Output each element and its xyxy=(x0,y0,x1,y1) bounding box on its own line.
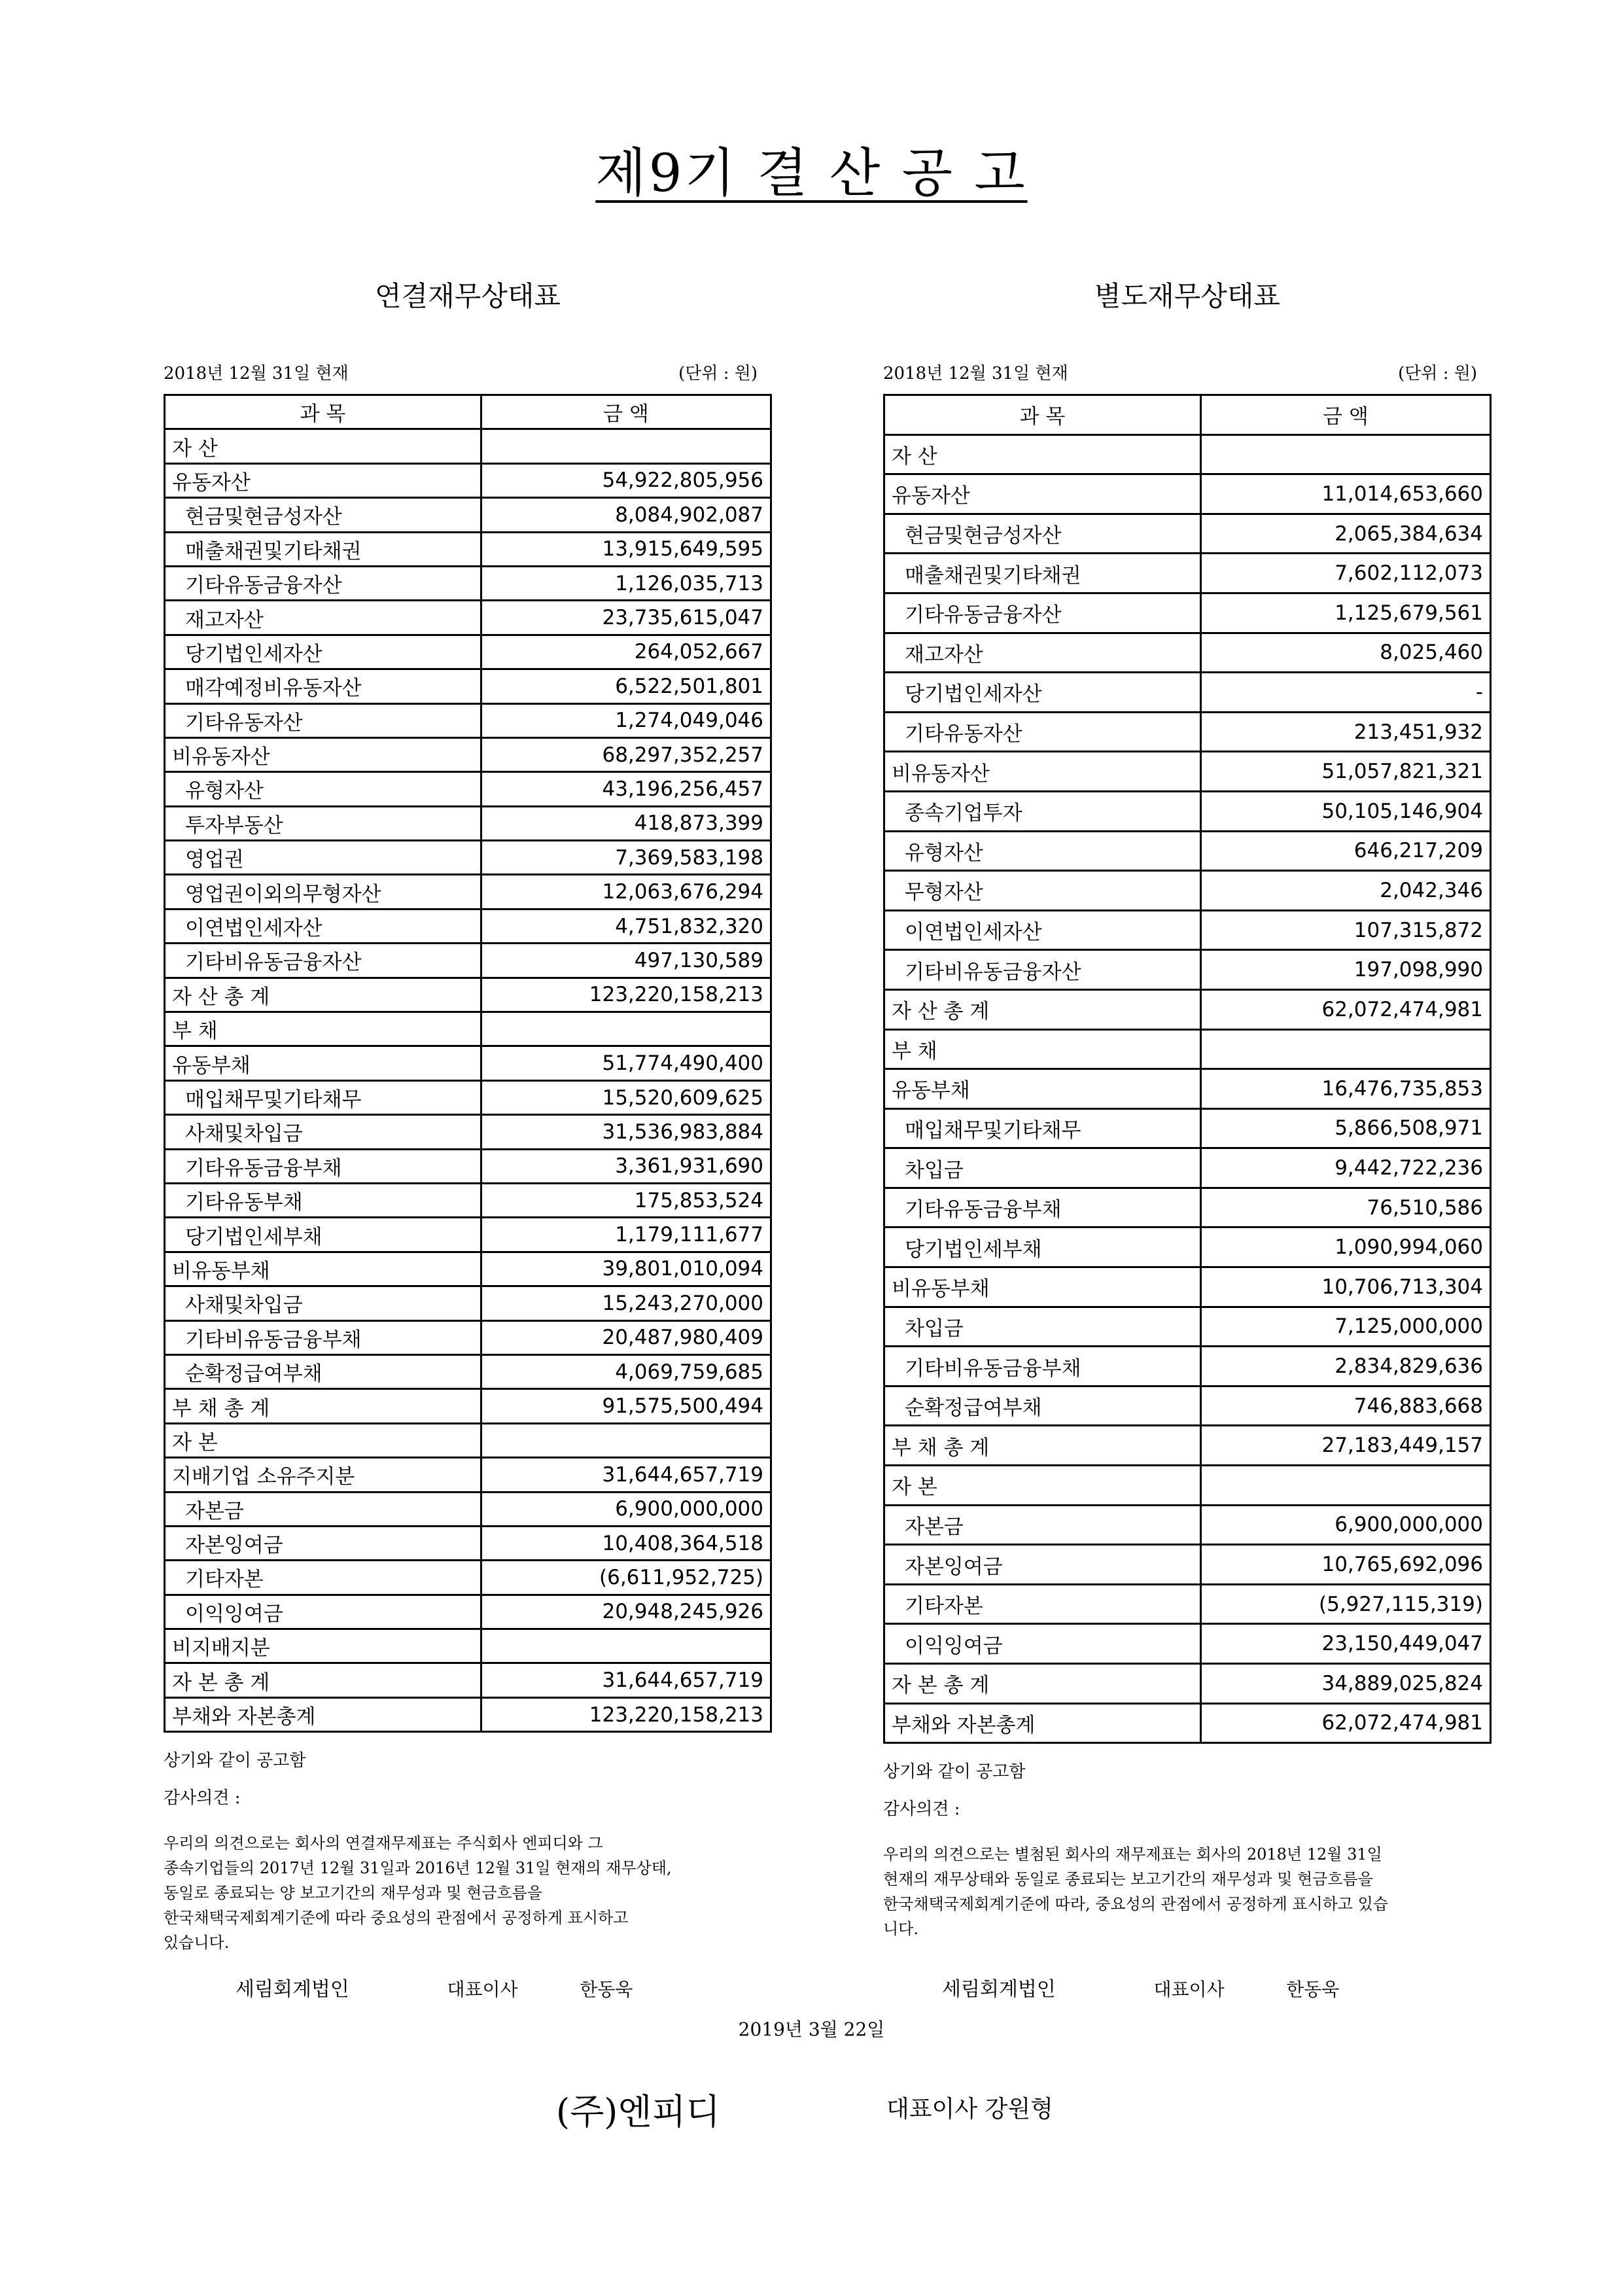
table-row xyxy=(165,1423,771,1457)
table-row xyxy=(165,978,771,1012)
account-amount: 197,098,990 xyxy=(1201,950,1491,990)
account-amount: 50,105,146,904 xyxy=(1201,791,1491,831)
table-row xyxy=(165,841,771,875)
table-row xyxy=(165,1252,771,1286)
table-row xyxy=(884,989,1491,1029)
account-name: 자 본 총 계 xyxy=(165,1663,481,1697)
account-name: 자 산 총 계 xyxy=(165,978,481,1012)
account-amount: 62,072,474,981 xyxy=(1201,1703,1491,1743)
account-name: 부 채 총 계 xyxy=(884,1426,1201,1466)
account-amount: 23,150,449,047 xyxy=(1201,1624,1491,1664)
column-header-amount: 금 액 xyxy=(1201,395,1491,435)
table-row xyxy=(165,1389,771,1423)
account-name: 무형자산 xyxy=(884,871,1201,911)
account-amount: 6,900,000,000 xyxy=(1201,1505,1491,1545)
auditor-rep-name: 한동욱 xyxy=(1286,1979,1340,2000)
opinion-line: 우리의 의견으로는 회사의 연결재무제표는 주식회사 엔피디와 그 xyxy=(164,1834,603,1853)
table-row xyxy=(884,1347,1491,1386)
account-amount: (5,927,115,319) xyxy=(1201,1584,1491,1624)
account-name: 기타유동금융부채 xyxy=(884,1188,1201,1227)
account-name: 비유동자산 xyxy=(884,752,1201,792)
table-row xyxy=(165,532,771,566)
account-name: 매출채권및기타채권 xyxy=(884,554,1201,593)
account-amount: 123,220,158,213 xyxy=(481,978,771,1012)
table-row xyxy=(165,566,771,600)
table-row xyxy=(884,1188,1491,1227)
table-row xyxy=(884,871,1491,911)
account-name: 기타자본 xyxy=(165,1561,481,1595)
account-name: 기타비유동금융자산 xyxy=(165,944,481,978)
account-amount xyxy=(481,429,771,463)
account-amount: 8,025,460 xyxy=(1201,633,1491,673)
table-row xyxy=(884,673,1491,713)
column-header-item: 과 목 xyxy=(165,395,481,429)
account-amount: 2,065,384,634 xyxy=(1201,514,1491,554)
account-name: 기타유동부채 xyxy=(165,1183,481,1217)
separate-statement xyxy=(883,275,1492,1941)
account-name: 당기법인세자산 xyxy=(884,673,1201,713)
account-amount: 31,644,657,719 xyxy=(481,1458,771,1492)
account-amount: (6,611,952,725) xyxy=(481,1561,771,1595)
consolidated-meta xyxy=(164,360,772,386)
consolidated-statement xyxy=(164,275,772,1955)
account-amount: 10,706,713,304 xyxy=(1201,1267,1491,1307)
table-row xyxy=(165,669,771,703)
table-row xyxy=(165,1663,771,1697)
opinion-line: 한국채택국제회계기준에 따라, 중요성의 관점에서 공정하게 표시하고 있습 xyxy=(883,1895,1389,1914)
account-name: 당기법인세부채 xyxy=(165,1218,481,1252)
table-row xyxy=(884,633,1491,673)
opinion-line: 동일로 종료되는 양 보고기간의 재무성과 및 현금흐름을 xyxy=(164,1884,543,1903)
opinion-line: 한국채택국제회계기준에 따라 중요성의 관점에서 공정하게 표시하고 xyxy=(164,1909,629,1928)
account-amount: 43,196,256,457 xyxy=(481,772,771,806)
account-amount: 16,476,735,853 xyxy=(1201,1069,1491,1109)
account-name: 차입금 xyxy=(884,1307,1201,1347)
table-row xyxy=(165,1458,771,1492)
account-amount xyxy=(481,1423,771,1457)
table-row xyxy=(165,1115,771,1149)
account-amount: 1,125,679,561 xyxy=(1201,593,1491,633)
table-row xyxy=(884,1108,1491,1148)
account-name: 기타자본 xyxy=(884,1584,1201,1624)
table-row xyxy=(165,737,771,771)
account-amount: 15,243,270,000 xyxy=(481,1286,771,1320)
account-amount: 213,451,932 xyxy=(1201,712,1491,752)
account-amount xyxy=(481,1012,771,1046)
consolidated-heading: 연결재무상태표 xyxy=(374,280,561,312)
account-name: 재고자산 xyxy=(884,633,1201,673)
account-amount: 20,487,980,409 xyxy=(481,1320,771,1354)
table-row xyxy=(165,601,771,635)
account-name: 비유동부채 xyxy=(165,1252,481,1286)
account-amount: 4,069,759,685 xyxy=(481,1354,771,1388)
account-amount: 8,084,902,087 xyxy=(481,498,771,532)
account-name: 자 산 xyxy=(884,434,1201,474)
table-row xyxy=(884,1227,1491,1267)
separate-auditor xyxy=(942,1973,1339,2002)
account-name: 기타유동자산 xyxy=(165,703,481,737)
account-amount xyxy=(1201,434,1491,474)
account-name: 사채및차입금 xyxy=(165,1286,481,1320)
account-amount: 20,948,245,926 xyxy=(481,1595,771,1629)
company-ceo: 대표이사 강원형 xyxy=(886,2096,1053,2123)
account-amount: 6,522,501,801 xyxy=(481,669,771,703)
opinion-line: 있습니다. xyxy=(164,1934,230,1952)
account-amount: 39,801,010,094 xyxy=(481,1252,771,1286)
column-header-item: 과 목 xyxy=(884,395,1201,435)
account-name: 이익잉여금 xyxy=(165,1595,481,1629)
table-row xyxy=(165,1080,771,1114)
account-name: 비유동자산 xyxy=(165,737,481,771)
table-row xyxy=(884,1545,1491,1585)
account-name: 자 산 xyxy=(165,429,481,463)
table-row xyxy=(165,429,771,463)
account-name: 비지배지분 xyxy=(165,1629,481,1663)
account-amount: 418,873,399 xyxy=(481,806,771,840)
account-amount: 31,536,983,884 xyxy=(481,1115,771,1149)
account-amount: 34,889,025,824 xyxy=(1201,1664,1491,1704)
table-row xyxy=(165,1526,771,1560)
account-amount xyxy=(1201,1029,1491,1069)
separate-opinion-label: 감사의견 : xyxy=(883,1799,960,1820)
table-row xyxy=(165,1286,771,1320)
table-row xyxy=(884,1148,1491,1188)
table-row xyxy=(165,1561,771,1595)
table-row xyxy=(165,944,771,978)
table-row xyxy=(165,1012,771,1046)
table-row xyxy=(165,498,771,532)
account-name: 기타유동자산 xyxy=(884,712,1201,752)
account-amount: 51,774,490,400 xyxy=(481,1046,771,1080)
account-name: 매입채무및기타채무 xyxy=(165,1080,481,1114)
table-row xyxy=(884,831,1491,871)
account-amount: 9,442,722,236 xyxy=(1201,1148,1491,1188)
account-amount: 76,510,586 xyxy=(1201,1188,1491,1227)
auditor-rep-name: 한동욱 xyxy=(580,1979,633,2000)
table-row xyxy=(884,950,1491,990)
account-amount: 54,922,805,956 xyxy=(481,463,771,497)
account-amount: 10,765,692,096 xyxy=(1201,1545,1491,1585)
account-name: 이연법인세자산 xyxy=(165,909,481,943)
account-name: 재고자산 xyxy=(165,601,481,635)
account-amount: 5,866,508,971 xyxy=(1201,1108,1491,1148)
account-name: 유형자산 xyxy=(165,772,481,806)
account-name: 영업권 xyxy=(165,841,481,875)
account-amount: 7,602,112,073 xyxy=(1201,554,1491,593)
account-name: 자 본 xyxy=(884,1466,1201,1506)
account-name: 기타비유동금융자산 xyxy=(884,950,1201,990)
account-name: 자본금 xyxy=(884,1505,1201,1545)
account-name: 투자부동산 xyxy=(165,806,481,840)
company-name: (주)엔피디 xyxy=(556,2091,720,2132)
table-row xyxy=(884,1505,1491,1545)
account-name: 자본잉여금 xyxy=(884,1545,1201,1585)
table-row xyxy=(884,593,1491,633)
opinion-line: 우리의 의견으로는 별첨된 회사의 재무제표는 회사의 2018년 12월 31일 xyxy=(883,1845,1382,1864)
separate-date: 2018년 12월 31일 현재 xyxy=(883,364,1068,383)
account-amount: 1,090,994,060 xyxy=(1201,1227,1491,1267)
table-row xyxy=(165,703,771,737)
account-amount xyxy=(481,1629,771,1663)
account-name: 부채와 자본총계 xyxy=(884,1703,1201,1743)
account-name: 순확정급여부채 xyxy=(884,1386,1201,1426)
account-name: 자본금 xyxy=(165,1492,481,1526)
account-amount: 1,274,049,046 xyxy=(481,703,771,737)
table-row xyxy=(884,752,1491,792)
table-row xyxy=(884,1664,1491,1704)
account-amount: 264,052,667 xyxy=(481,635,771,669)
table-row xyxy=(884,1703,1491,1743)
account-name: 기타유동금융자산 xyxy=(165,566,481,600)
account-name: 기타비유동금융부채 xyxy=(165,1320,481,1354)
auditor-rep-title: 대표이사 xyxy=(1153,1979,1225,2000)
separate-unit: (단위 : 원) xyxy=(1398,364,1477,383)
account-amount: 123,220,158,213 xyxy=(481,1697,771,1731)
account-amount: 91,575,500,494 xyxy=(481,1389,771,1423)
account-amount: 51,057,821,321 xyxy=(1201,752,1491,792)
table-row xyxy=(165,635,771,669)
separate-meta xyxy=(883,360,1492,386)
table-row xyxy=(884,1386,1491,1426)
account-name: 종속기업투자 xyxy=(884,791,1201,831)
account-name: 지배기업 소유주지분 xyxy=(165,1458,481,1492)
account-name: 이연법인세자산 xyxy=(884,910,1201,950)
account-amount: - xyxy=(1201,673,1491,713)
account-name: 부 채 xyxy=(884,1029,1201,1069)
account-amount: 175,853,524 xyxy=(481,1183,771,1217)
consolidated-date: 2018년 12월 31일 현재 xyxy=(164,364,349,383)
account-name: 부 채 총 계 xyxy=(165,1389,481,1423)
consolidated-unit: (단위 : 원) xyxy=(678,364,758,383)
separate-notice: 상기와 같이 공고함 xyxy=(883,1762,1026,1782)
table-row xyxy=(165,1595,771,1629)
account-name: 영업권이외의무형자산 xyxy=(165,875,481,909)
account-amount: 2,042,346 xyxy=(1201,871,1491,911)
account-amount: 646,217,209 xyxy=(1201,831,1491,871)
account-name: 매출채권및기타채권 xyxy=(165,532,481,566)
account-amount: 62,072,474,981 xyxy=(1201,989,1491,1029)
account-name: 자 산 총 계 xyxy=(884,989,1201,1029)
account-amount: 23,735,615,047 xyxy=(481,601,771,635)
account-name: 당기법인세부채 xyxy=(884,1227,1201,1267)
table-row xyxy=(884,1426,1491,1466)
table-row xyxy=(884,712,1491,752)
account-amount: 10,408,364,518 xyxy=(481,1526,771,1560)
consolidated-table xyxy=(164,394,772,1733)
table-row xyxy=(165,1320,771,1354)
consolidated-notice: 상기와 같이 공고함 xyxy=(164,1751,306,1771)
table-row xyxy=(884,1307,1491,1347)
account-amount: 7,369,583,198 xyxy=(481,841,771,875)
table-row xyxy=(165,1354,771,1388)
account-name: 부 채 xyxy=(165,1012,481,1046)
account-amount: 107,315,872 xyxy=(1201,910,1491,950)
account-name: 매각예정비유동자산 xyxy=(165,669,481,703)
account-name: 유형자산 xyxy=(884,831,1201,871)
account-amount: 4,751,832,320 xyxy=(481,909,771,943)
account-name: 비유동부채 xyxy=(884,1267,1201,1307)
account-name: 유동자산 xyxy=(165,463,481,497)
table-row xyxy=(884,1584,1491,1624)
account-amount: 3,361,931,690 xyxy=(481,1149,771,1183)
opinion-line: 현재의 재무상태와 동일로 종료되는 보고기간의 재무성과 및 현금흐름을 xyxy=(883,1870,1373,1889)
announcement-date: 2019년 3월 22일 xyxy=(738,2019,885,2040)
account-amount xyxy=(1201,1466,1491,1506)
account-name: 자 본 총 계 xyxy=(884,1664,1201,1704)
account-name: 유동부채 xyxy=(165,1046,481,1080)
table-row xyxy=(884,1069,1491,1109)
table-row xyxy=(165,875,771,909)
account-name: 유동자산 xyxy=(884,474,1201,514)
table-row xyxy=(165,1629,771,1663)
account-name: 사채및차입금 xyxy=(165,1115,481,1149)
account-amount: 15,520,609,625 xyxy=(481,1080,771,1114)
table-row xyxy=(884,910,1491,950)
account-name: 자본잉여금 xyxy=(165,1526,481,1560)
account-name: 기타유동금융부채 xyxy=(165,1149,481,1183)
table-row xyxy=(884,1466,1491,1506)
separate-table xyxy=(883,394,1492,1744)
account-name: 매입채무및기타채무 xyxy=(884,1108,1201,1148)
table-row xyxy=(884,791,1491,831)
account-amount: 497,130,589 xyxy=(481,944,771,978)
account-name: 기타비유동금융부채 xyxy=(884,1347,1201,1386)
table-row xyxy=(884,1267,1491,1307)
account-name: 현금및현금성자산 xyxy=(884,514,1201,554)
account-amount: 31,644,657,719 xyxy=(481,1663,771,1697)
auditor-rep-title: 대표이사 xyxy=(447,1979,518,2000)
column-header-amount: 금 액 xyxy=(481,395,771,429)
account-amount: 1,126,035,713 xyxy=(481,566,771,600)
account-amount: 27,183,449,157 xyxy=(1201,1426,1491,1466)
table-row xyxy=(884,554,1491,593)
table-row xyxy=(165,1492,771,1526)
account-name: 부채와 자본총계 xyxy=(165,1697,481,1731)
account-amount: 2,834,829,636 xyxy=(1201,1347,1491,1386)
account-amount: 746,883,668 xyxy=(1201,1386,1491,1426)
consolidated-opinion-label: 감사의견 : xyxy=(164,1788,241,1809)
table-row xyxy=(884,1029,1491,1069)
account-amount: 6,900,000,000 xyxy=(481,1492,771,1526)
opinion-line: 종속기업들의 2017년 12월 31일과 2016년 12월 31일 현재의 재무상태, xyxy=(164,1859,672,1878)
table-row xyxy=(884,474,1491,514)
account-amount: 12,063,676,294 xyxy=(481,875,771,909)
opinion-line: 니다. xyxy=(883,1920,918,1939)
account-name: 당기법인세자산 xyxy=(165,635,481,669)
table-row xyxy=(165,909,771,943)
consolidated-auditor xyxy=(236,1973,633,2002)
separate-opinion xyxy=(883,1842,1485,1941)
account-amount: 13,915,649,595 xyxy=(481,532,771,566)
account-amount: 1,179,111,677 xyxy=(481,1218,771,1252)
account-amount: 11,014,653,660 xyxy=(1201,474,1491,514)
table-row xyxy=(165,1149,771,1183)
table-row xyxy=(165,806,771,840)
account-name: 기타유동금융자산 xyxy=(884,593,1201,633)
table-row xyxy=(884,1624,1491,1664)
table-row xyxy=(165,1697,771,1731)
auditor-firm: 세림회계법인 xyxy=(942,1978,1056,2001)
account-name: 차입금 xyxy=(884,1148,1201,1188)
consolidated-opinion xyxy=(164,1831,765,1955)
account-name: 현금및현금성자산 xyxy=(165,498,481,532)
table-row xyxy=(165,772,771,806)
account-name: 유동부채 xyxy=(884,1069,1201,1109)
table-row xyxy=(165,1218,771,1252)
table-row xyxy=(884,514,1491,554)
table-row xyxy=(165,1183,771,1217)
account-name: 이익잉여금 xyxy=(884,1624,1201,1664)
account-name: 순확정급여부채 xyxy=(165,1354,481,1388)
table-row xyxy=(884,434,1491,474)
page-title: 제9기 결 산 공 고 xyxy=(595,143,1028,203)
table-row xyxy=(165,463,771,497)
table-row xyxy=(165,1046,771,1080)
account-amount: 7,125,000,000 xyxy=(1201,1307,1491,1347)
account-amount: 68,297,352,257 xyxy=(481,737,771,771)
account-name: 자 본 xyxy=(165,1423,481,1457)
auditor-firm: 세림회계법인 xyxy=(236,1978,349,2001)
separate-heading: 별도재무상태표 xyxy=(1094,280,1280,312)
